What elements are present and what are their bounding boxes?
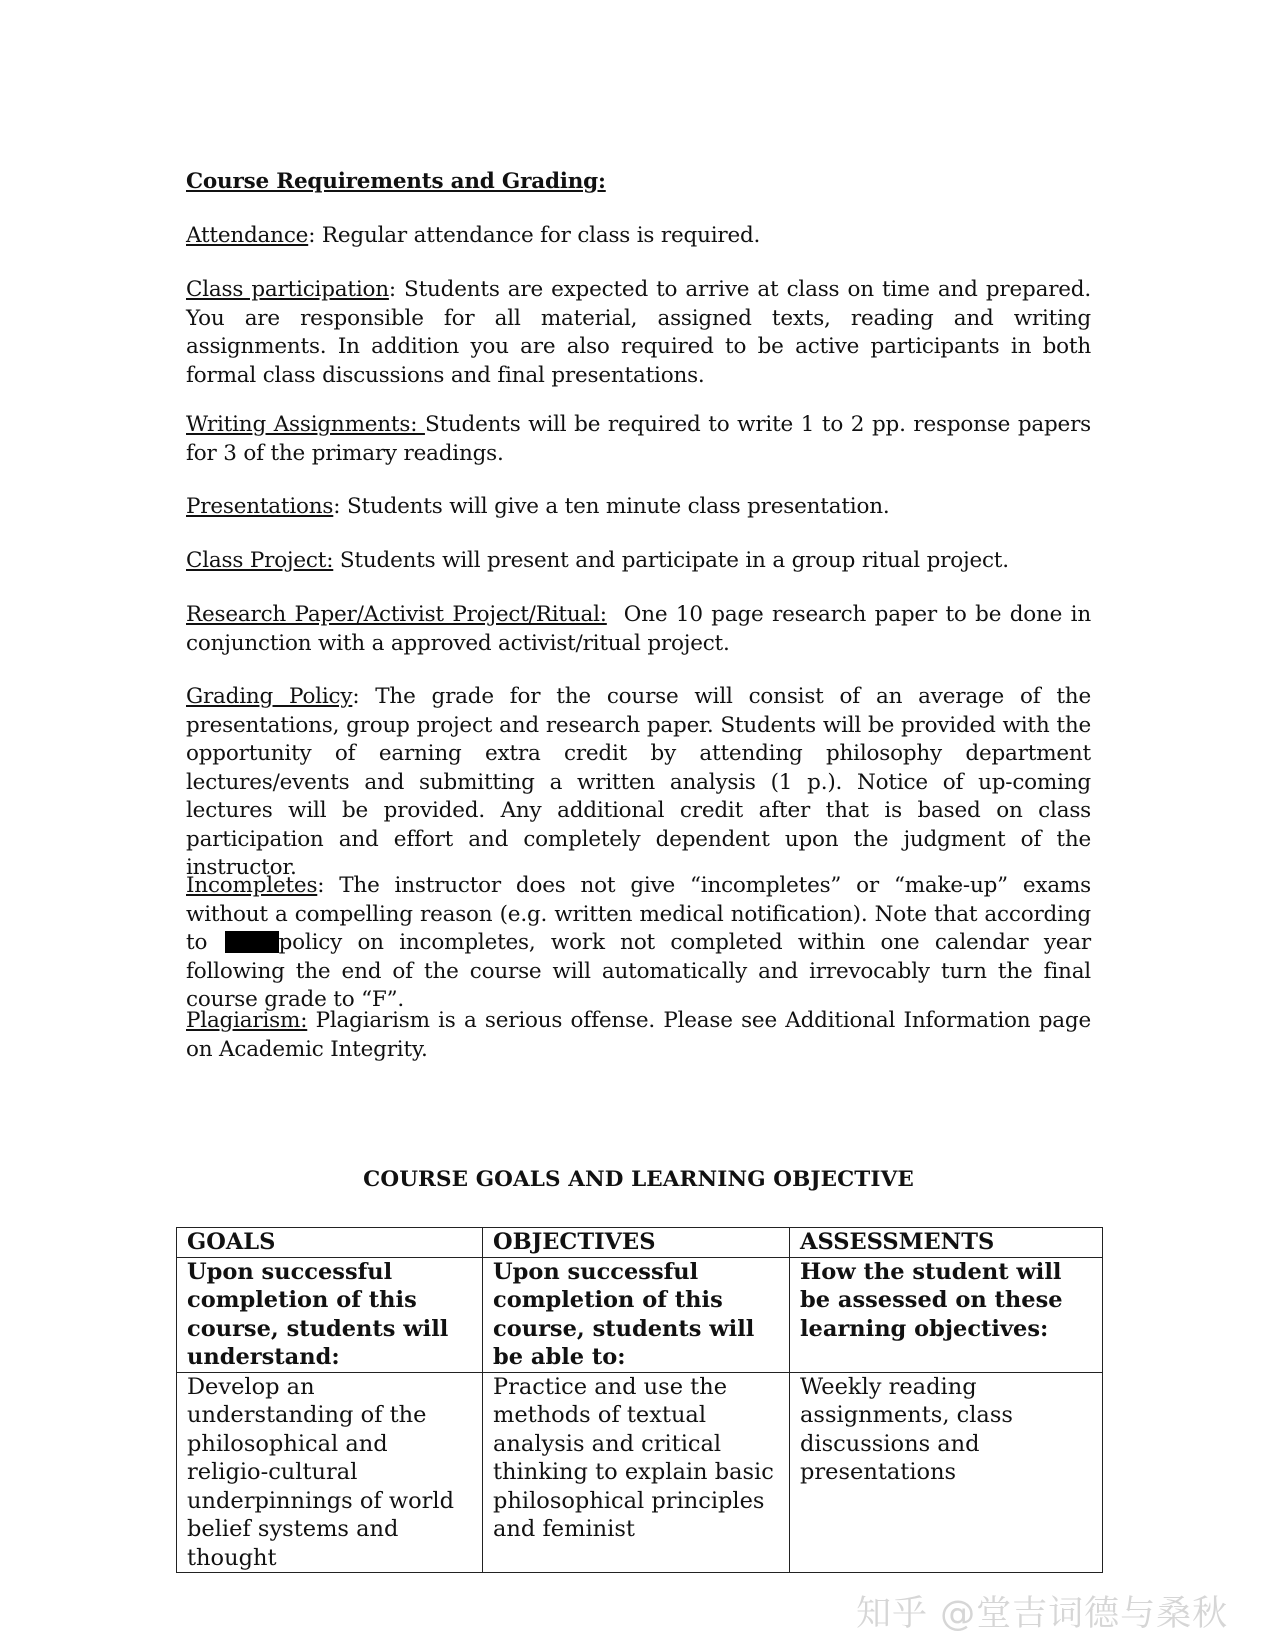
participation-paragraph [186,276,1091,390]
redaction-bar [225,931,279,953]
grading-label: Grading Policy [186,684,353,709]
writing-text: Students will be required to write 1 to 2 pp. response papers for 3 of the primary readings. [186,412,1091,466]
class-project-paragraph [186,547,1091,576]
attendance-paragraph [186,222,1091,251]
writing-paragraph [186,411,1091,468]
goals-header: GOALS [177,1228,483,1258]
plagiarism-label: Plagiarism: [186,1008,308,1033]
section-heading [186,168,1091,197]
assessments-subheader: How the student will be assessed on these learning objectives: [790,1257,1103,1372]
table-row [177,1372,1103,1573]
incompletes-label: Incompletes [186,873,318,898]
plagiarism-paragraph [186,1007,1091,1064]
class-project-label: Class Project: [186,548,334,573]
assessments-cell: Weekly reading assignments, class discussions and presentations [790,1372,1103,1573]
table-subheader-row [177,1257,1103,1372]
objectives-subheader: Upon successful completion of this course, students will be able to: [483,1257,790,1372]
table-header-row [177,1228,1103,1258]
goals-subheader: Upon successful completion of this course, students will understand: [177,1257,483,1372]
attendance-text: : Regular attendance for class is required. [308,223,761,248]
incompletes-paragraph [186,872,1091,1015]
incompletes-text-before: : The instructor does not give “incompletes” or “make-up” exams without a compelling reason (e.g. written medical notification). Note that according to [186,873,1091,955]
objectives-cell: Practice and use the methods of textual analysis and critical thinking to explain basic philosophical principles and feminist [483,1372,790,1573]
course-requirements-heading: Course Requirements and Grading: [186,169,606,194]
presentations-text: : Students will give a ten minute class presentation. [333,494,890,519]
research-paragraph [186,601,1098,658]
attendance-label: Attendance [186,223,309,248]
zhihu-watermark: 知乎 @堂吉词德与桑秋 [856,1594,1229,1634]
goals-table [176,1227,1103,1573]
participation-text: : Students are expected to arrive at class on time and prepared. You are responsible for all material, assigned texts, reading and writing assignments. In addition you are also required to be active participants in both formal class discussions and final presentations. [186,277,1091,388]
class-project-text: Students will present and participate in a group ritual project. [333,548,1009,573]
presentations-paragraph [186,493,1091,522]
research-label: Research Paper/Activist Project/Ritual: [186,602,607,627]
assessments-header: ASSESSMENTS [790,1228,1103,1258]
writing-label: Writing Assignments: [186,412,425,437]
objectives-header: OBJECTIVES [483,1228,790,1258]
goals-cell: Develop an understanding of the philosophical and religio-cultural underpinnings of world belief systems and thought [177,1372,483,1573]
incompletes-text-after: policy on incompletes, work not completed within one calendar year following the end of the course will automatically and irrevocably turn the final course grade to “F”. [186,930,1091,1012]
research-text: One 10 page research paper to be done in conjunction with a approved activist/ritual project. [186,602,1098,656]
goals-title: COURSE GOALS AND LEARNING OBJECTIVE [363,1167,914,1192]
presentations-label: Presentations [186,494,334,519]
plagiarism-text: Plagiarism is a serious offense. Please see Additional Information page on Academic Integrity. [186,1008,1091,1062]
participation-label: Class participation [186,277,389,302]
grading-paragraph [186,683,1091,883]
grading-text: : The grade for the course will consist of an average of the presentations, group project and research paper. Students will be provided with the opportunity of earning extra credit by attending philosophy department lectures/events and submitting a written analysis (1 p.). Notice of up-coming lectures will be provided. Any additional credit after that is based on class participation and effort and completely dependent upon the judgment of the instructor. [186,684,1091,880]
